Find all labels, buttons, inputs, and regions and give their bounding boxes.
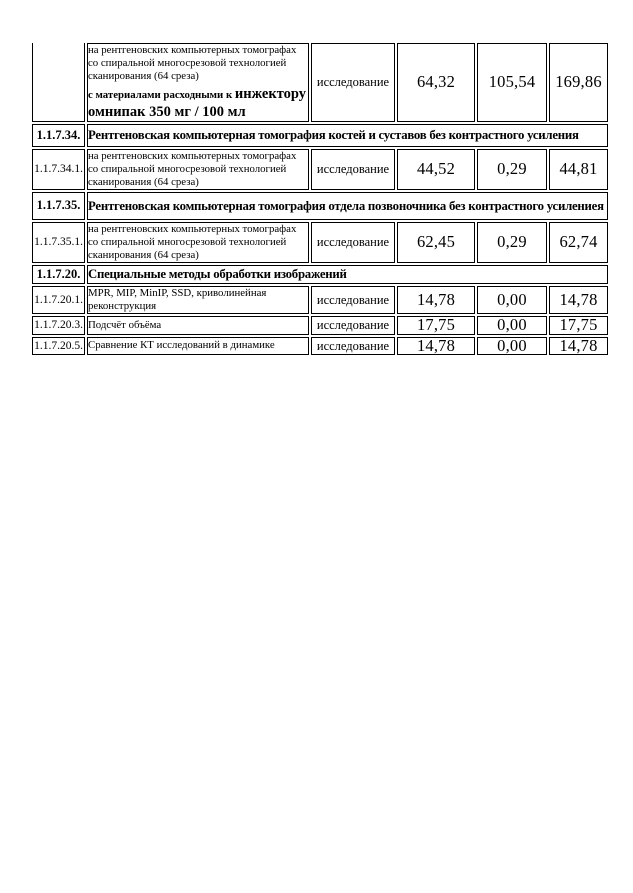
unit-cell: исследование	[311, 286, 395, 314]
price-cell: 14,78	[549, 286, 608, 314]
section-code-cell: 1.1.7.20.	[32, 265, 85, 284]
section-title-cell: Рентгеновская компьютерная томография отдела позвоночника без контрастного усилениея	[87, 192, 608, 220]
price-cell: 44,81	[549, 149, 608, 190]
price-cell: 17,75	[397, 316, 475, 335]
code-cell: 1.1.7.20.5.	[32, 337, 85, 356]
price-cell: 169,86	[549, 43, 608, 122]
price-table	[30, 41, 610, 357]
unit-cell: исследование	[311, 316, 395, 335]
table-row	[32, 43, 608, 122]
price-cell: 14,78	[397, 286, 475, 314]
section-row	[32, 265, 608, 284]
service-description-cell: MPR, MIP, MinIP, SSD, криволинейная реконструкция	[87, 286, 309, 314]
service-description-cell	[87, 43, 309, 122]
price-cell: 105,54	[477, 43, 547, 122]
code-cell: 1.1.7.35.1.	[32, 222, 85, 263]
section-title-cell: Рентгеновская компьютерная томография костей и суставов без контрастного усиления	[87, 124, 608, 147]
code-cell	[32, 43, 85, 122]
price-cell: 62,74	[549, 222, 608, 263]
section-title-cell: Специальные методы обработки изображений	[87, 265, 608, 284]
price-cell: 0,29	[477, 222, 547, 263]
service-description-cell: на рентгеновских компьютерных томографах со спиральной многосрезовой технологией сканирования (64 среза)	[87, 222, 309, 263]
price-cell: 14,78	[397, 337, 475, 356]
service-description-cell: на рентгеновских компьютерных томографах со спиральной многосрезовой технологией сканирования (64 среза)	[87, 149, 309, 190]
code-cell: 1.1.7.20.1.	[32, 286, 85, 314]
service-description-text: на рентгеновских компьютерных томографах со спиральной многосрезовой технологией сканирования (64 среза)	[88, 44, 297, 82]
service-description-cell: Сравнение КТ исследований в динамике	[87, 337, 309, 356]
section-row	[32, 192, 608, 220]
table-row	[32, 222, 608, 263]
section-code-cell: 1.1.7.34.	[32, 124, 85, 147]
materials-line-2: омнипак 350 мг / 100 мл	[88, 104, 246, 120]
price-cell: 64,32	[397, 43, 475, 122]
materials-line: с материалами расходными к инжектору	[88, 86, 307, 102]
table-row	[32, 149, 608, 190]
code-cell: 1.1.7.34.1.	[32, 149, 85, 190]
price-cell: 0,00	[477, 316, 547, 335]
price-cell: 0,00	[477, 286, 547, 314]
table-row	[32, 286, 608, 314]
price-cell: 62,45	[397, 222, 475, 263]
unit-cell: исследование	[311, 149, 395, 190]
service-description-cell: Подсчёт объёма	[87, 316, 309, 335]
price-cell: 17,75	[549, 316, 608, 335]
unit-cell: исследование	[311, 222, 395, 263]
price-cell: 0,00	[477, 337, 547, 356]
price-cell: 14,78	[549, 337, 608, 356]
section-row	[32, 124, 608, 147]
price-cell: 44,52	[397, 149, 475, 190]
code-cell: 1.1.7.20.3.	[32, 316, 85, 335]
table-row	[32, 337, 608, 356]
price-cell: 0,29	[477, 149, 547, 190]
unit-cell: исследование	[311, 337, 395, 356]
section-code-cell: 1.1.7.35.	[32, 192, 85, 220]
unit-cell: исследование	[311, 43, 395, 122]
table-row	[32, 316, 608, 335]
